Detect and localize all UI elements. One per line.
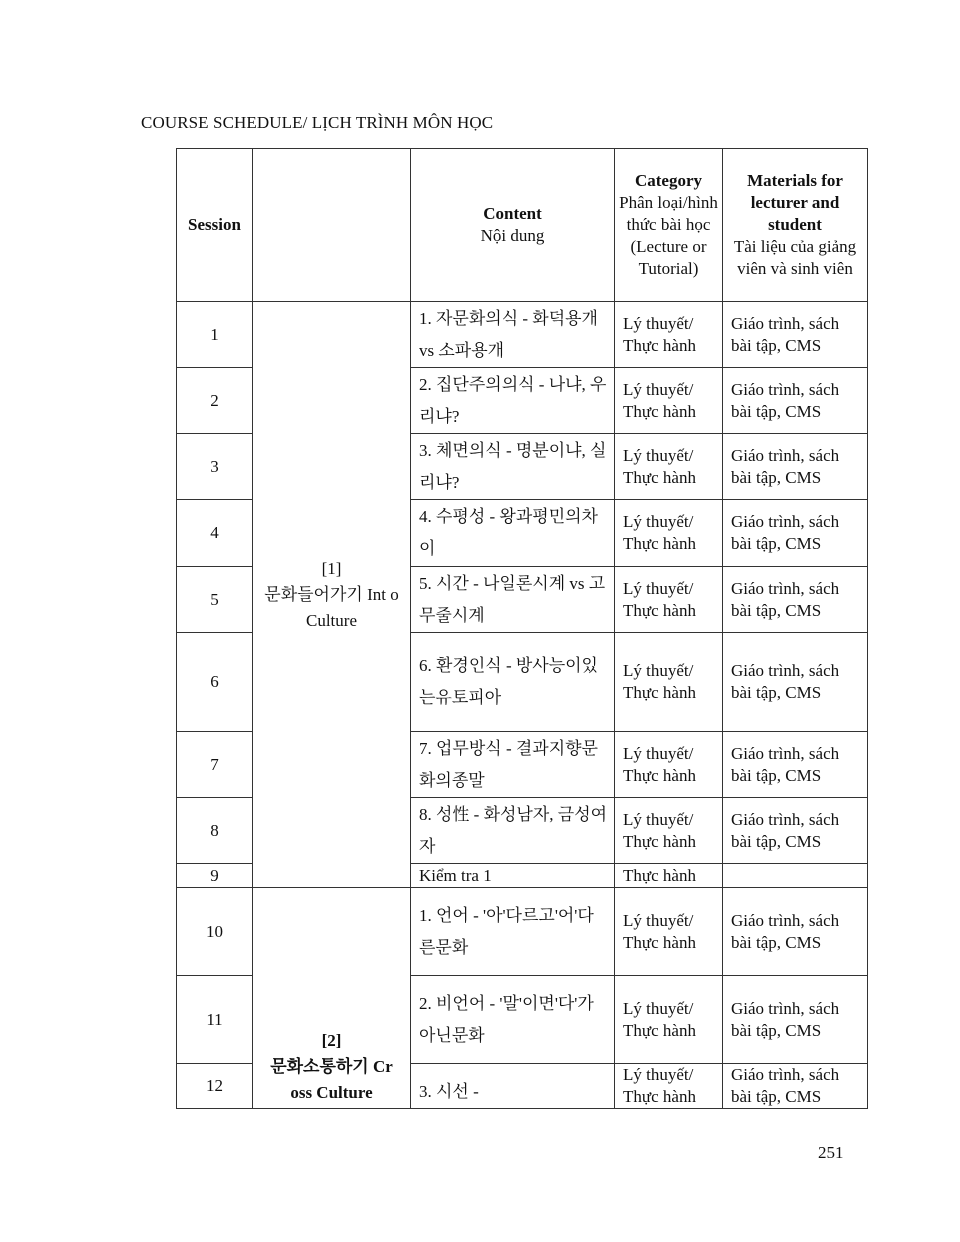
content-cell: 2. 비언어 - '말'이면'다'가아닌문화	[411, 976, 615, 1064]
content-cell: 5. 시간 - 나일론시계 vs 고무줄시계	[411, 567, 615, 633]
content-cell: 4. 수평성 - 왕과평민의차이	[411, 500, 615, 567]
course-schedule-table	[176, 148, 868, 1109]
category-cell: Lý thuyết/ Thực hành	[615, 567, 723, 633]
materials-cell: Giáo trình, sách bài tập, CMS	[723, 1064, 868, 1109]
topic-title: 문화소통하기 Cr oss Culture	[270, 1057, 393, 1102]
header-category-vi: Phân loại/hình thức bài học (Lecture or Tutorial)	[619, 193, 718, 278]
content-cell: 3. 시선 -	[411, 1064, 615, 1109]
session-cell: 3	[177, 434, 253, 500]
session-cell: 1	[177, 302, 253, 368]
category-cell: Thực hành	[615, 864, 723, 888]
session-cell: 12	[177, 1064, 253, 1109]
header-materials-en: Materials for lecturer and student	[747, 171, 843, 234]
table-row	[177, 888, 868, 976]
materials-cell	[723, 864, 868, 888]
category-cell: Lý thuyết/ Thực hành	[615, 434, 723, 500]
materials-cell: Giáo trình, sách bài tập, CMS	[723, 976, 868, 1064]
session-cell: 2	[177, 368, 253, 434]
materials-cell: Giáo trình, sách bài tập, CMS	[723, 633, 868, 732]
category-cell: Lý thuyết/ Thực hành	[615, 500, 723, 567]
header-topic	[253, 149, 411, 302]
materials-cell: Giáo trình, sách bài tập, CMS	[723, 567, 868, 633]
category-cell: Lý thuyết/ Thực hành	[615, 633, 723, 732]
header-category-en: Category	[634, 171, 703, 190]
content-cell: 8. 성性 - 화성남자, 금성여자	[411, 798, 615, 864]
session-cell: 11	[177, 976, 253, 1064]
category-cell: Lý thuyết/ Thực hành	[615, 798, 723, 864]
topic-cell-1	[253, 302, 411, 888]
content-cell: Kiểm tra 1	[411, 864, 615, 888]
topic-title: 문화들어가기 Int o Culture	[264, 584, 399, 630]
content-cell: 2. 집단주의의식 - 나냐, 우리냐?	[411, 368, 615, 434]
category-cell: Lý thuyết/ Thực hành	[615, 976, 723, 1064]
topic-cell-2	[253, 888, 411, 1109]
session-cell: 10	[177, 888, 253, 976]
session-cell: 6	[177, 633, 253, 732]
materials-cell: Giáo trình, sách bài tập, CMS	[723, 434, 868, 500]
header-content	[411, 149, 615, 302]
category-cell: Lý thuyết/ Thực hành	[615, 368, 723, 434]
content-cell: 7. 업무방식 - 결과지향문화의종말	[411, 732, 615, 798]
header-content-en: Content	[483, 204, 542, 223]
session-cell: 4	[177, 500, 253, 567]
materials-cell: Giáo trình, sách bài tập, CMS	[723, 302, 868, 368]
page-number: 251	[818, 1143, 844, 1162]
header-category	[615, 149, 723, 302]
header-materials	[723, 149, 868, 302]
materials-cell: Giáo trình, sách bài tập, CMS	[723, 368, 868, 434]
category-cell: Lý thuyết/ Thực hành	[615, 1064, 723, 1109]
header-content-vi: Nội dung	[480, 226, 545, 245]
topic-label: [1]	[321, 558, 342, 578]
materials-cell: Giáo trình, sách bài tập, CMS	[723, 888, 868, 976]
header-session: Session	[177, 149, 253, 302]
session-cell: 8	[177, 798, 253, 864]
content-cell: 1. 자문화의식 - 화덕용개 vs 소파용개	[411, 302, 615, 368]
session-cell: 5	[177, 567, 253, 633]
table-row	[177, 302, 868, 368]
header-row	[177, 149, 868, 302]
materials-cell: Giáo trình, sách bài tập, CMS	[723, 732, 868, 798]
category-cell: Lý thuyết/ Thực hành	[615, 732, 723, 798]
content-cell: 6. 환경인식 - 방사능이있는유토피아	[411, 633, 615, 732]
content-cell: 3. 체면의식 - 명분이냐, 실리냐?	[411, 434, 615, 500]
session-cell: 9	[177, 864, 253, 888]
materials-cell: Giáo trình, sách bài tập, CMS	[723, 798, 868, 864]
header-materials-vi: Tài liệu của giảng viên và sinh viên	[733, 237, 857, 278]
topic-label: [2]	[321, 1031, 342, 1050]
page-heading: COURSE SCHEDULE/ LỊCH TRÌNH MÔN HỌC	[141, 113, 494, 132]
content-cell: 1. 언어 - '아'다르고'어'다른문화	[411, 888, 615, 976]
materials-cell: Giáo trình, sách bài tập, CMS	[723, 500, 868, 567]
category-cell: Lý thuyết/ Thực hành	[615, 888, 723, 976]
category-cell: Lý thuyết/ Thực hành	[615, 302, 723, 368]
session-cell: 7	[177, 732, 253, 798]
